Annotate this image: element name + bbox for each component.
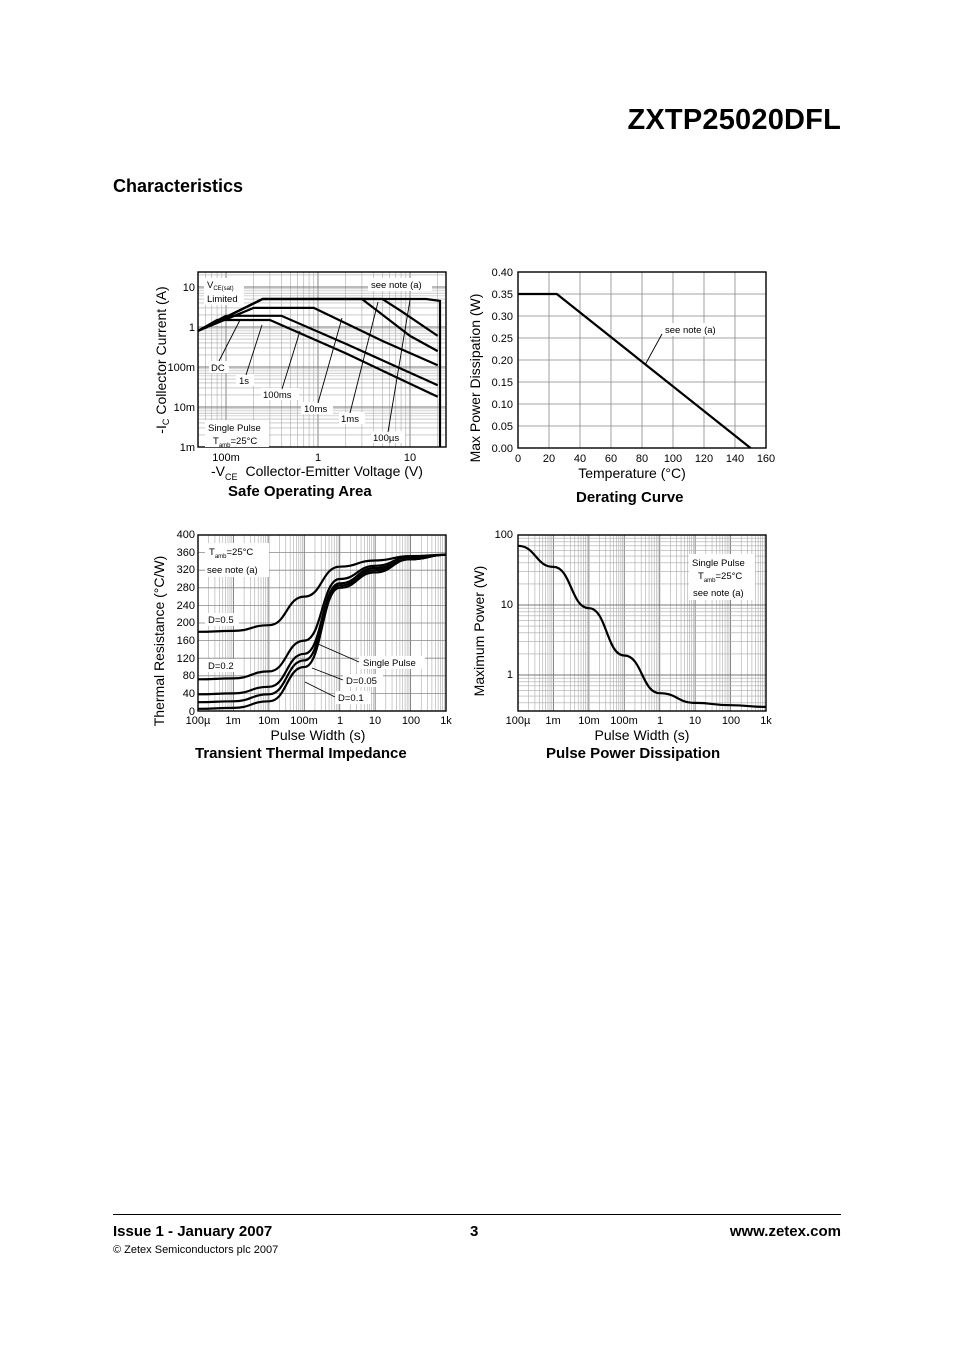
svg-text:-ICCollector Current (A) xyxy=(153,286,171,433)
pulse-xtick: 100 xyxy=(721,715,741,727)
pulse-ann-amb: amb xyxy=(703,578,716,584)
pulse-xtick: 10m xyxy=(578,715,600,727)
soa-ylabel-sub: C xyxy=(161,418,171,426)
thermal-ytick: 80 xyxy=(182,670,195,682)
derating-line xyxy=(518,294,751,448)
thermal-chart xyxy=(150,526,460,741)
pulse-ann-note: see note (a) xyxy=(693,588,744,599)
pulse-ytick: 10 xyxy=(500,599,513,611)
soa-ann-amb: amb xyxy=(218,443,231,449)
soa-ann-note: see note (a) xyxy=(371,280,422,291)
soa-ann-t: T xyxy=(213,436,219,447)
thermal-xtick: 100m xyxy=(290,715,318,727)
pulse-ylabel: Maximum Power (W) xyxy=(471,565,487,697)
footer-issue: Issue 1 - January 2007 xyxy=(113,1223,273,1240)
soa-ann-dc: DC xyxy=(211,363,225,374)
soa-xtick: 100m xyxy=(212,452,240,464)
derating-ytick: 0.25 xyxy=(491,333,513,345)
soa-ann-100us: 100µs xyxy=(373,433,400,444)
pulse-xtick: 100µ xyxy=(505,715,531,727)
thermal-xtick: 1 xyxy=(336,715,344,727)
pulse-ann-temp: =25°C xyxy=(715,571,743,582)
thermal-ytick: 240 xyxy=(176,600,195,612)
soa-chart xyxy=(150,268,460,483)
derating-ytick: 0.05 xyxy=(491,421,513,433)
pulse-chart xyxy=(462,526,782,741)
derating-grid xyxy=(518,272,766,448)
thermal-ytick: 400 xyxy=(176,529,195,541)
thermal-caption: Transient Thermal Impedance xyxy=(195,745,407,762)
soa-ann-vce-sub: CE(sat) xyxy=(213,286,234,292)
derating-xtick: 60 xyxy=(604,453,618,465)
soa-ytick: 100m xyxy=(167,362,195,374)
pulse-xtick: 1 xyxy=(656,715,664,727)
pulse-ytick: 100 xyxy=(494,529,513,541)
derating-ytick: 0.15 xyxy=(491,377,513,389)
soa-ann-vce: V xyxy=(207,280,214,291)
pulse-xlabel: Pulse Width (s) xyxy=(594,727,690,743)
derating-xtick: 40 xyxy=(573,453,587,465)
thermal-ann-t: T xyxy=(209,547,215,558)
thermal-ann-d02: D=0.2 xyxy=(208,661,234,672)
soa-xtick: 1 xyxy=(314,452,322,464)
thermal-xlabel: Pulse Width (s) xyxy=(270,727,366,743)
derating-xtick: 140 xyxy=(725,453,745,465)
thermal-ann-amb: amb xyxy=(214,554,227,560)
soa-ann-limited: Limited xyxy=(207,294,238,305)
thermal-ann-note: see note (a) xyxy=(207,565,258,576)
soa-xlabel-sub: CE xyxy=(225,472,238,482)
thermal-ytick: 320 xyxy=(176,564,195,576)
thermal-ann-d01: D=0.1 xyxy=(338,693,364,704)
derating-ytick: 0.30 xyxy=(491,311,513,323)
derating-xtick: 0 xyxy=(514,453,522,465)
footer-copyright: © Zetex Semiconductors plc 2007 xyxy=(113,1244,279,1256)
derating-ytick: 0.35 xyxy=(491,289,513,301)
soa-ann-10ms: 10ms xyxy=(304,404,328,415)
soa-ann-temp: =25°C xyxy=(230,436,258,447)
svg-text:-VCECollector-Emitter Voltage xyxy=(211,463,423,482)
pulse-xtick: 1k xyxy=(760,715,772,727)
derating-xtick: 120 xyxy=(694,453,714,465)
footer-divider xyxy=(113,1214,841,1215)
soa-caption: Safe Operating Area xyxy=(228,483,372,500)
footer-website-link[interactable]: www.zetex.com xyxy=(729,1223,841,1240)
derating-xtick: 20 xyxy=(542,453,556,465)
soa-ylabel: Collector Current (A) xyxy=(153,286,169,415)
soa-ytick: 10m xyxy=(173,402,195,414)
soa-xlabel: Collector-Emitter Voltage (V) xyxy=(245,463,423,479)
soa-xlabel-sym: -V xyxy=(211,463,225,479)
thermal-ann-single: Single Pulse xyxy=(363,658,416,669)
derating-xtick: 160 xyxy=(756,453,776,465)
thermal-ytick: 360 xyxy=(176,547,195,559)
pulse-xtick: 10 xyxy=(688,715,702,727)
thermal-ann-d005: D=0.05 xyxy=(346,676,377,687)
derating-caption: Derating Curve xyxy=(576,489,684,506)
thermal-xtick: 100 xyxy=(401,715,421,727)
derating-ytick: 0.10 xyxy=(491,399,513,411)
pulse-ann-t: T xyxy=(698,571,704,582)
thermal-xtick: 10m xyxy=(258,715,280,727)
pulse-ytick: 1 xyxy=(506,669,513,681)
soa-ann-1s: 1s xyxy=(239,376,250,387)
soa-ytick: 1m xyxy=(179,442,195,454)
derating-chart xyxy=(462,262,782,487)
thermal-ytick: 280 xyxy=(176,582,195,594)
derating-ytick: 0.00 xyxy=(491,443,513,455)
thermal-xtick: 100µ xyxy=(185,715,211,727)
soa-ylabel-sym: -I xyxy=(153,425,169,434)
derating-ytick: 0.40 xyxy=(491,267,513,279)
thermal-ytick: 200 xyxy=(176,617,195,629)
thermal-xtick: 1k xyxy=(440,715,452,727)
thermal-ylabel: Thermal Resistance (°C/W) xyxy=(151,555,167,727)
footer-page-number: 3 xyxy=(470,1223,479,1240)
pulse-xtick: 1m xyxy=(545,715,561,727)
derating-xtick: 100 xyxy=(663,453,683,465)
thermal-ytick: 160 xyxy=(176,635,195,647)
thermal-xtick: 1m xyxy=(225,715,241,727)
thermal-ann-temp: =25°C xyxy=(226,547,254,558)
thermal-ytick: 40 xyxy=(182,688,195,700)
soa-ytick: 10 xyxy=(182,282,195,294)
derating-ylabel: Max Power Dissipation (W) xyxy=(467,293,483,463)
soa-ann-100ms: 100ms xyxy=(263,390,292,401)
pulse-ann-single: Single Pulse xyxy=(692,558,745,569)
section-title: Characteristics xyxy=(113,176,244,196)
thermal-ytick: 120 xyxy=(176,653,195,665)
thermal-xtick: 10 xyxy=(368,715,382,727)
soa-ann-1ms: 1ms xyxy=(341,414,359,425)
page-title: ZXTP25020DFL xyxy=(627,104,841,136)
soa-xtick: 10 xyxy=(403,452,417,464)
derating-ytick: 0.20 xyxy=(491,355,513,367)
derating-note: see note (a) xyxy=(665,325,716,336)
thermal-ann-d05: D=0.5 xyxy=(208,615,234,626)
pulse-caption: Pulse Power Dissipation xyxy=(546,745,721,762)
soa-ytick: 1 xyxy=(188,322,195,334)
soa-ann-single: Single Pulse xyxy=(208,423,261,434)
derating-xlabel: Temperature (°C) xyxy=(578,465,686,481)
pulse-xtick: 100m xyxy=(610,715,638,727)
thermal-ytick: 0 xyxy=(188,706,195,718)
derating-xtick: 80 xyxy=(635,453,649,465)
